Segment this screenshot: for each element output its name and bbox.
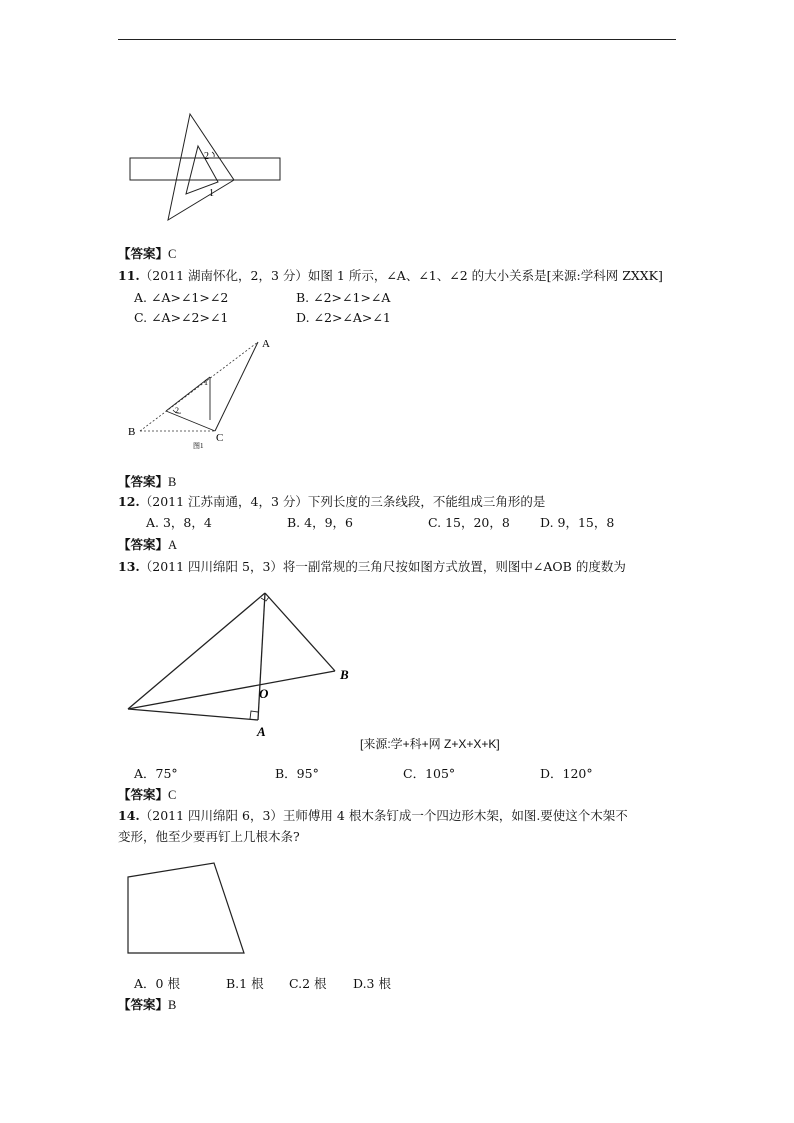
answer-value: C xyxy=(168,247,177,261)
q10-angle1-label: 1 xyxy=(209,188,214,199)
q11-option-b: B. ∠2>∠1>∠A xyxy=(296,290,391,305)
q11-answer xyxy=(118,474,176,490)
q11-figure xyxy=(120,330,290,455)
q11-label-c: C xyxy=(216,432,224,444)
q13-source-note: [来源:学+科+网 Z+X+X+K] xyxy=(360,737,500,751)
q13-label-a: A xyxy=(257,724,266,739)
q13-stem xyxy=(118,559,626,575)
answer-label: 【答案】 xyxy=(118,246,169,261)
q11-option-a: A. ∠A>∠1>∠2 xyxy=(134,290,229,305)
question-number: 13. xyxy=(118,559,140,574)
answer-value: A xyxy=(168,538,178,552)
answer-value: B xyxy=(168,998,177,1012)
question-number: 12. xyxy=(118,494,140,509)
q12-option-b: B. 4，9，6 xyxy=(287,515,353,530)
answer-label: 【答案】 xyxy=(118,474,169,489)
q14-figure xyxy=(120,860,260,960)
q14-option-d: D.3 根 xyxy=(353,976,391,991)
q13-answer xyxy=(118,787,176,803)
q11-stem xyxy=(118,268,663,284)
q10-answer xyxy=(118,246,176,262)
question-text: （2011 四川绵阳 6，3）王师傅用 4 根木条钉成一个四边形木架，如图.要使这个木架不 xyxy=(139,808,628,823)
q12-option-d: D. 9，15，8 xyxy=(540,515,615,530)
q14-stem-line1 xyxy=(118,808,628,824)
q11-angle2-label: 2 xyxy=(175,406,179,415)
answer-value: B xyxy=(168,475,177,489)
q13-option-b: B．95° xyxy=(275,766,319,781)
q13-label-o: O xyxy=(259,686,269,701)
answer-label: 【答案】 xyxy=(118,787,169,802)
question-number: 11. xyxy=(118,268,140,283)
q12-option-c: C. 15，20，8 xyxy=(428,515,510,530)
q12-stem xyxy=(118,494,545,510)
answer-value: C xyxy=(168,788,177,802)
q13-label-b: B xyxy=(340,667,349,682)
question-number: 14. xyxy=(118,808,140,823)
question-text: （2011 江苏南通，4，3 分）下列长度的三条线段，不能组成三角形的是 xyxy=(139,494,546,509)
question-text: （2011 湖南怀化，2，3 分）如图 1 所示，∠A、∠1、∠2 的大小关系是[来源:学科网 ZXXK] xyxy=(139,268,663,283)
q14-option-c: C.2 根 xyxy=(289,976,327,991)
answer-label: 【答案】 xyxy=(118,537,169,552)
q14-answer xyxy=(118,997,176,1013)
answer-label: 【答案】 xyxy=(118,997,169,1012)
question-text: （2011 四川绵阳 5，3）将一副常规的三角尺按如图方式放置，则图中∠AOB 的度数为 xyxy=(139,559,626,574)
q12-option-a: A. 3，8，4 xyxy=(146,515,212,530)
q13-figure xyxy=(120,585,360,745)
q12-answer xyxy=(118,537,177,553)
q11-option-d: D. ∠2>∠A>∠1 xyxy=(296,310,391,325)
q14-option-b: B.1 根 xyxy=(226,976,264,991)
q11-angle1-label: 1 xyxy=(204,378,208,387)
q13-option-a: A．75° xyxy=(134,766,178,781)
q11-label-a: A xyxy=(262,338,270,350)
q10-angle2-label: 2 xyxy=(204,151,209,162)
header-rule xyxy=(118,39,676,40)
q11-option-c: C. ∠A>∠2>∠1 xyxy=(134,310,229,325)
q13-option-d: D．120° xyxy=(540,766,593,781)
q11-label-b: B xyxy=(128,426,136,438)
q14-stem-line2: 变形，他至少要再钉上几根木条? xyxy=(118,829,300,844)
q13-option-c: C．105° xyxy=(403,766,456,781)
q14-option-a: A．0 根 xyxy=(134,976,180,991)
q10-figure xyxy=(120,108,290,228)
q11-caption: 图1 xyxy=(193,442,204,450)
